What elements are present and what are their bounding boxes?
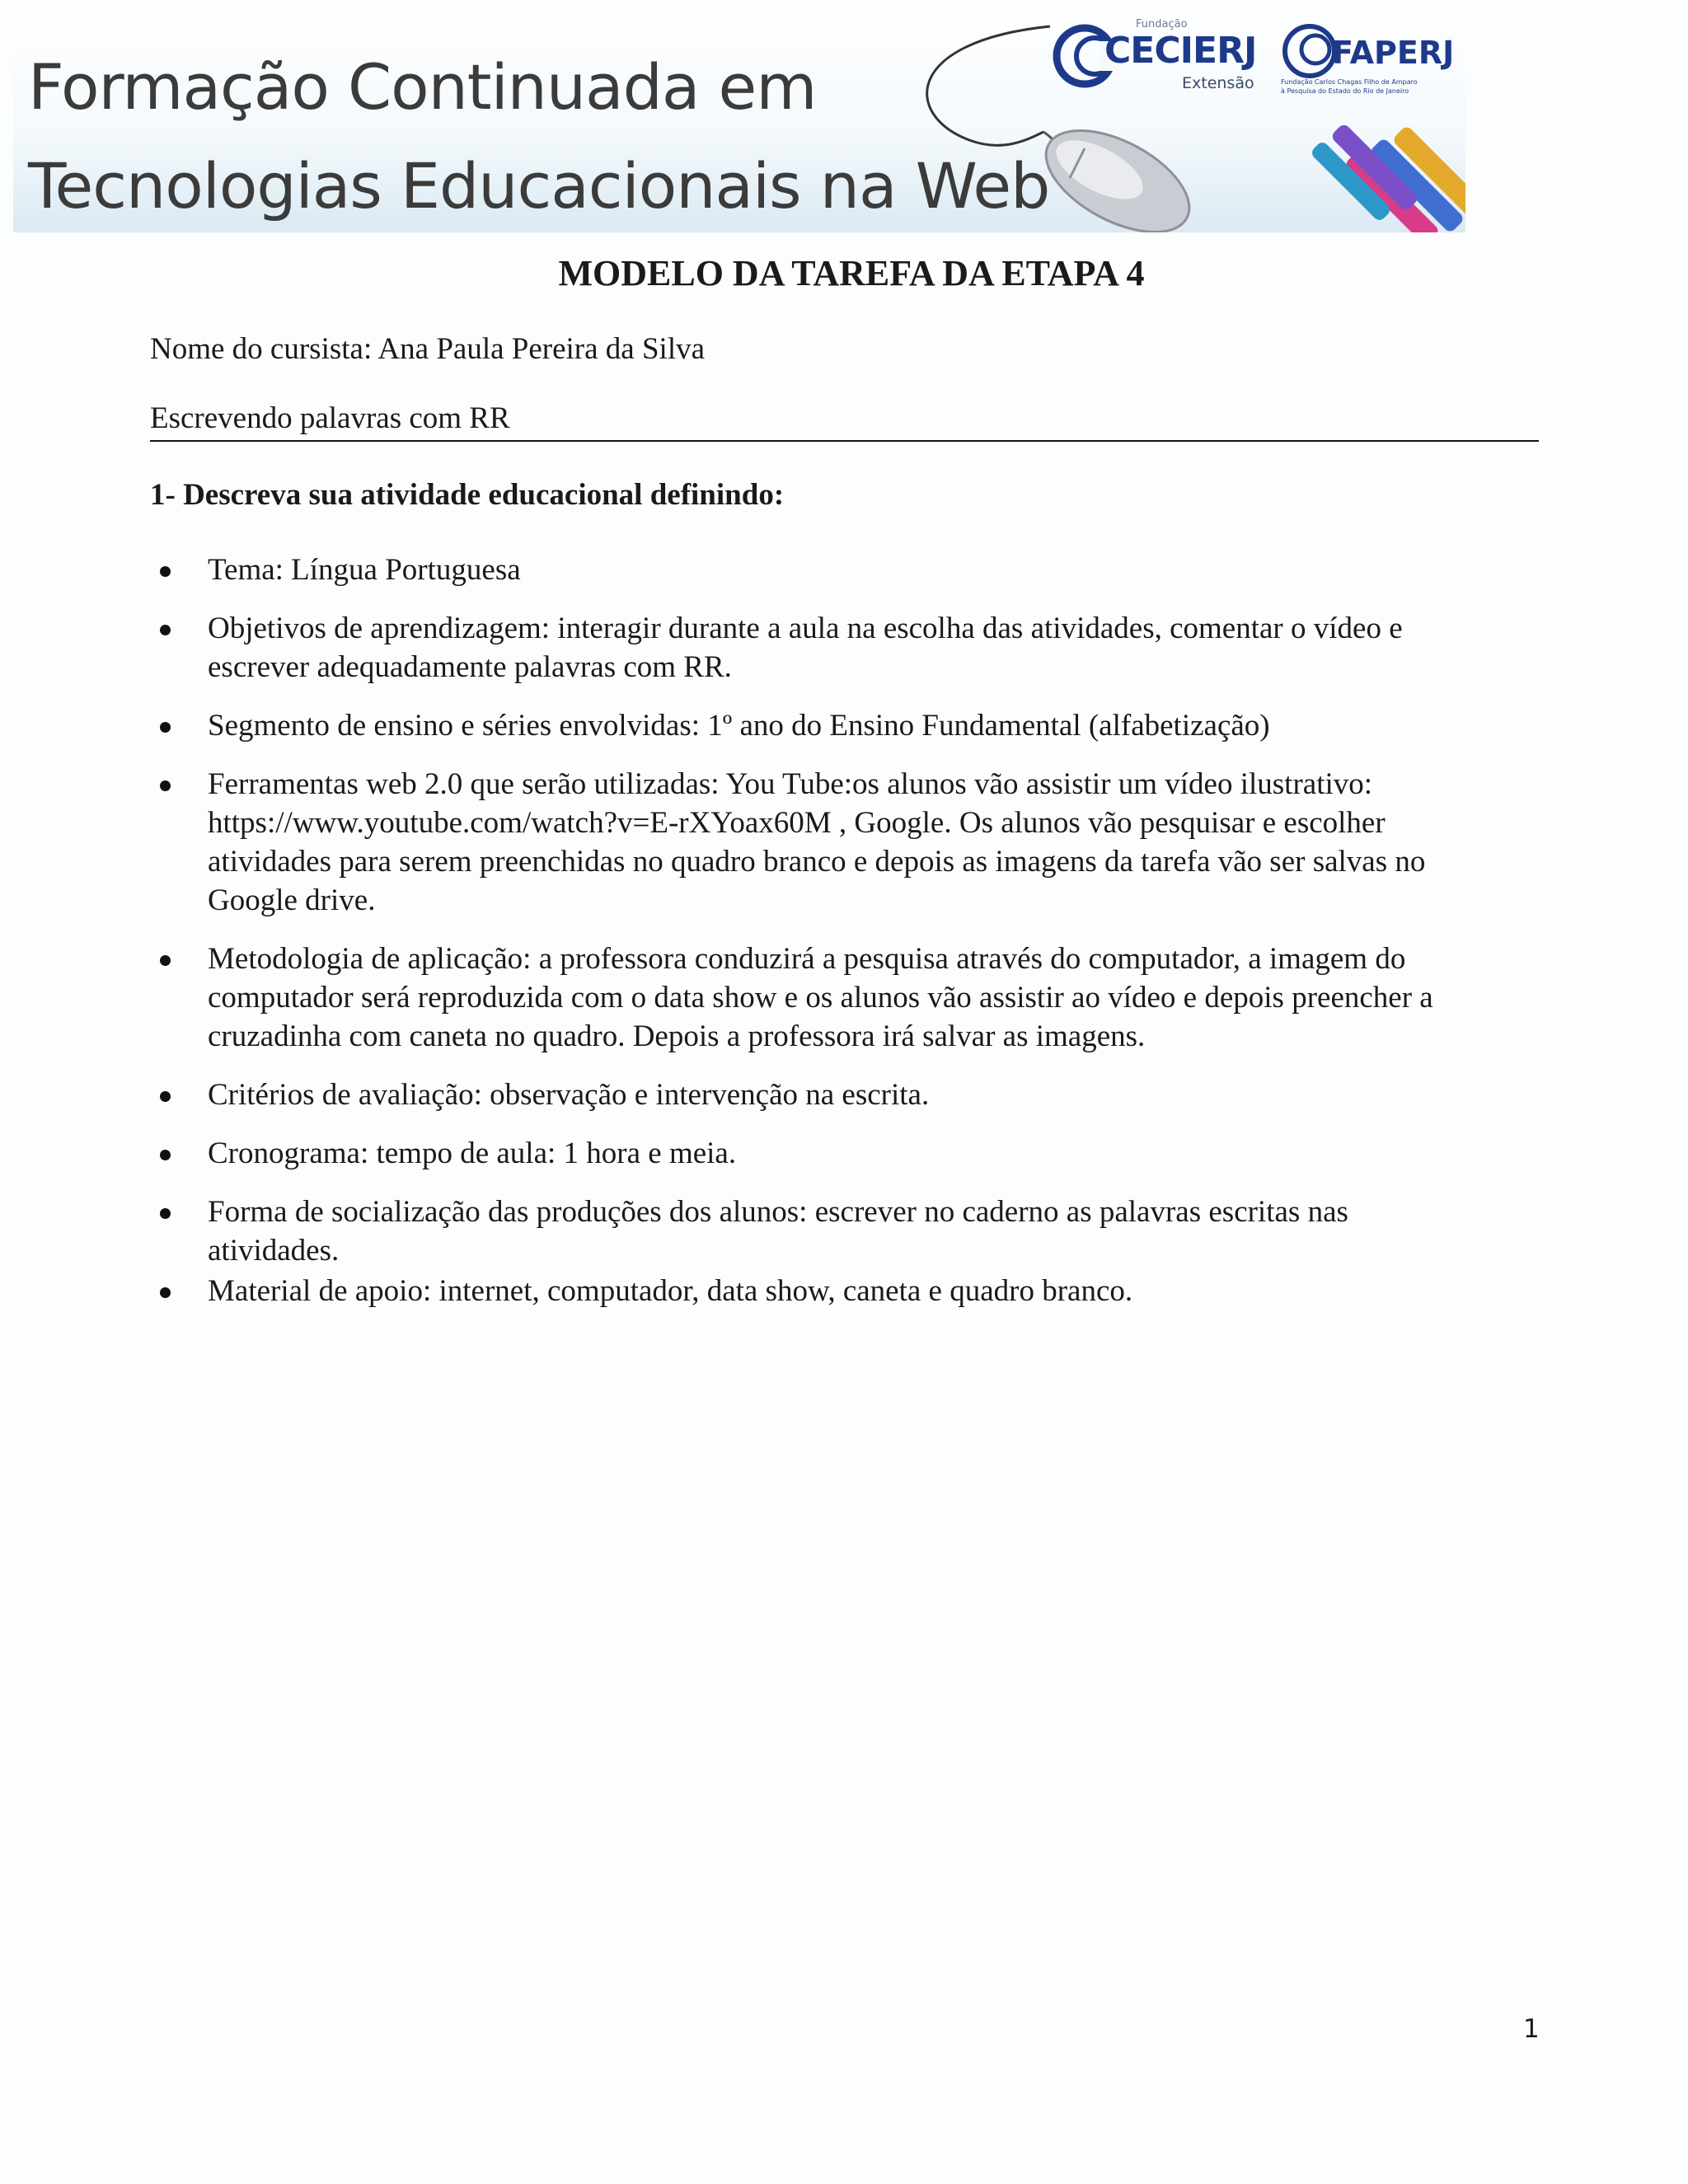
list-item	[150, 706, 1541, 745]
list-item-text-line: https://www.youtube.com/watch?v=E-rXYoax60M , Google. Os alunos vão pesquisar e escolher	[208, 806, 1386, 840]
computer-mouse-illustration	[1030, 110, 1206, 232]
colored-pens-illustration	[1310, 123, 1465, 232]
section-heading: 1- Descreva sua atividade educacional definindo:	[150, 478, 785, 512]
list-item	[150, 1134, 1541, 1173]
bullet-icon	[160, 1208, 171, 1219]
bullet-icon	[160, 780, 171, 791]
faperj-subtitle-line: Fundação Carlos Chagas Filho de Amparo	[1281, 78, 1418, 86]
faperj-subtitle-line: à Pesquisa do Estado do Rio de Janeiro	[1281, 87, 1409, 95]
list-item-text-line: Metodologia de aplicação: a professora conduzirá a pesquisa através do computador, a imagem do	[208, 942, 1406, 976]
bullet-icon	[160, 955, 171, 966]
list-item-text-line: Cronograma: tempo de aula: 1 hora e meia.	[208, 1137, 737, 1170]
list-item-text-line: Google drive.	[208, 883, 376, 917]
list-item-text-line: atividades para serem preenchidas no quadro branco e depois as imagens da tarefa vão ser salvas no	[208, 845, 1426, 879]
banner-title-line-2: Tecnologias Educacionais na Web	[28, 149, 1050, 223]
list-item-text-line: escrever adequadamente palavras com RR.	[208, 650, 732, 684]
list-item	[150, 765, 1541, 920]
cecierj-logo-text: CECIERJ	[1104, 30, 1257, 72]
student-name-line: Nome do cursista: Ana Paula Pereira da Silva	[150, 332, 706, 366]
list-item	[150, 940, 1541, 1056]
bullet-icon	[160, 566, 171, 577]
bullet-icon	[160, 1150, 171, 1160]
list-item-text-line: atividades.	[208, 1234, 340, 1268]
bullet-icon	[160, 625, 171, 635]
list-item-text-line: Segmento de ensino e séries envolvidas: 1º ano do Ensino Fundamental (alfabetização)	[208, 709, 1270, 743]
banner-title-line-1: Formação Continuada em	[28, 50, 817, 124]
page-number: 1	[1523, 2014, 1540, 2044]
activity-details-list	[150, 551, 1541, 1330]
list-item-text-line: Material de apoio: internet, computador, data show, caneta e quadro branco.	[208, 1274, 1133, 1308]
list-item	[150, 1076, 1541, 1114]
list-item	[150, 1193, 1541, 1270]
list-item-text-line: computador será reproduzida com o data show e os alunos vão assistir ao vídeo e depois preencher a	[208, 981, 1433, 1015]
faperj-logo-mark	[1285, 26, 1334, 76]
list-item-text-line: Ferramentas web 2.0 que serão utilizadas: You Tube:os alunos vão assistir um vídeo ilustrativo:	[208, 767, 1373, 801]
list-item	[150, 1272, 1541, 1310]
list-item-text-line: Forma de socialização das produções dos alunos: escrever no caderno as palavras escritas nas	[208, 1195, 1348, 1229]
faperj-logo-text: FAPERJ	[1332, 35, 1455, 71]
cecierj-extensao-label: Extensão	[1182, 74, 1254, 92]
horizontal-rule	[150, 440, 1539, 442]
swoosh-curve	[927, 26, 1050, 145]
list-item-text-line: Tema: Língua Portuguesa	[208, 553, 521, 587]
list-item-text-line: cruzadinha com caneta no quadro. Depois a professora irá salvar as imagens.	[208, 1019, 1146, 1053]
document-title: MODELO DA TAREFA DA ETAPA 4	[558, 253, 1145, 293]
bullet-icon	[160, 1287, 171, 1298]
faperj-subtitle	[1281, 77, 1418, 96]
bullet-icon	[160, 1091, 171, 1102]
activity-title: Escrevendo palavras com RR	[150, 401, 510, 435]
header-banner	[13, 16, 1465, 232]
list-item-text-line: Objetivos de aprendizagem: interagir durante a aula na escolha das atividades, comentar o vídeo e	[208, 612, 1403, 645]
list-item-text-line: Critérios de avaliação: observação e intervenção na escrita.	[208, 1078, 930, 1112]
cecierj-fundacao-label: Fundação	[1136, 18, 1188, 30]
list-item	[150, 609, 1541, 687]
bullet-icon	[160, 722, 171, 733]
list-item	[150, 551, 1541, 589]
